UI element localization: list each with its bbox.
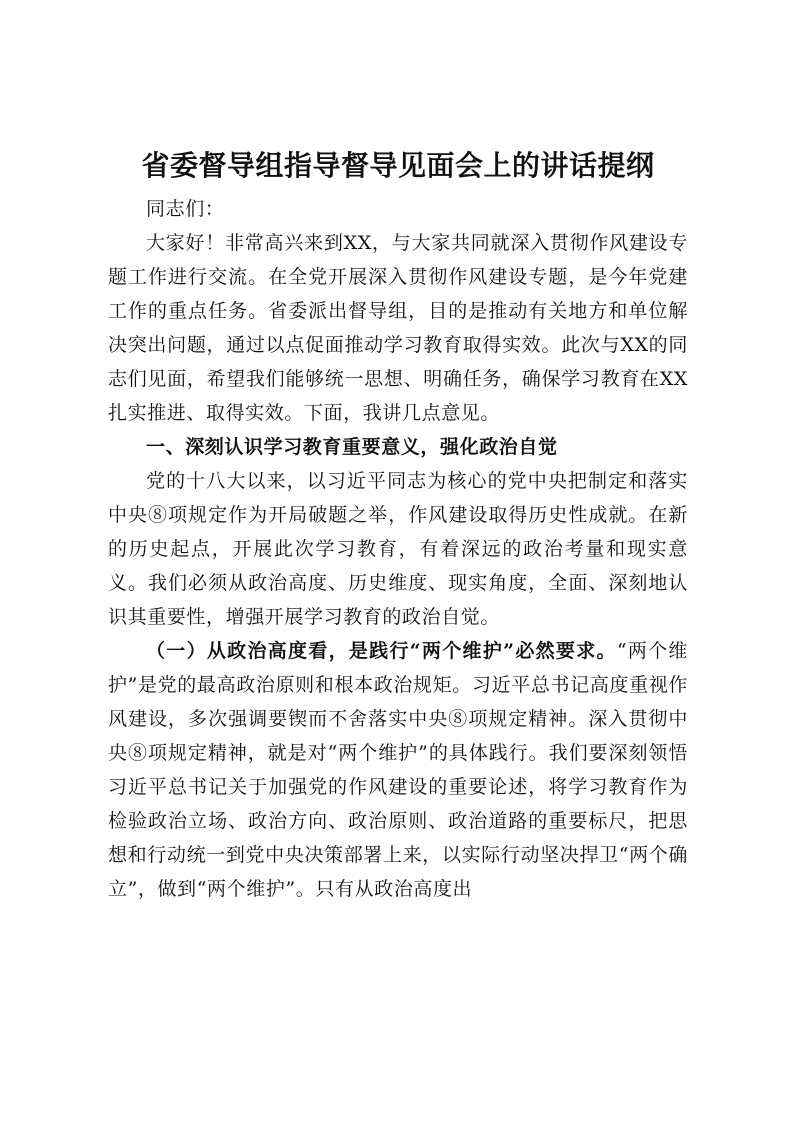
- subsection-1-body: “两个维护”是党的最高政治原则和根本政治规矩。习近平总书记高度重视作风建设，多次强调要锲而不舍落实中央⑧项规定精神。深入贯彻中央⑧项规定精神，就是对“两个维护”的具体践行。我们要深刻领悟习近平总书记关于加强党的作风建设的重要论述，将学习教育作为检验政治立场、政治方向、政治原则、政治道路的重要标尺，把思想和行动统一到党中央决策部署上来，以实际行动坚决捍卫“两个确立”，做到“两个维护”。只有从政治高度出: [108, 640, 688, 900]
- salutation: 同志们：: [146, 198, 225, 220]
- document-body: [108, 140, 688, 906]
- intro-paragraph: 大家好！非常高兴来到XX，与大家共同就深入贯彻作风建设专题工作进行交流。在全党开展深入贯彻作风建设专题，是今年党建工作的重点任务。省委派出督导组，目的是推动有关地方和单位解决突出问题，通过以点促面推动学习教育取得实效。此次与XX的同志们见面，希望我们能够统一思想、明确任务，确保学习教育在XX扎实推进、取得实效。下面，我讲几点意见。: [108, 232, 688, 424]
- section-heading-1: 一、深刻认识学习教育重要意义，强化政治自觉: [146, 436, 558, 458]
- subsection-1-lead: （一）从政治高度看，是践行“两个维护”必然要求。: [146, 640, 617, 662]
- document-title: 省委督导组指导督导见面会上的讲话提纲: [141, 149, 655, 182]
- subsection-1-paragraph: [108, 634, 688, 906]
- section-1-paragraph: 党的十八大以来，以习近平同志为核心的党中央把制定和落实中央⑧项规定作为开局破题之举，作风建设取得历史性成就。在新的历史起点，开展此次学习教育，有着深远的政治考量和现实意义。我们必须从政治高度、历史维度、现实角度，全面、深刻地认识其重要性，增强开展学习教育的政治自觉。: [108, 470, 688, 628]
